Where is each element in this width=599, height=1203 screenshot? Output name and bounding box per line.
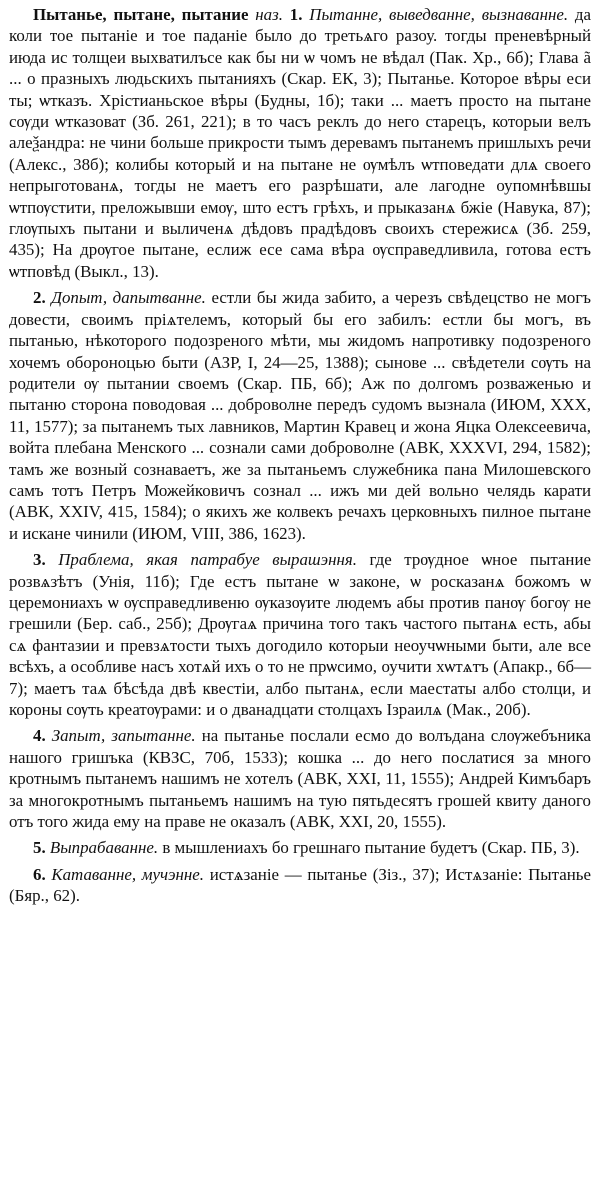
sense-number: 3. <box>33 550 46 570</box>
sense-paragraph-6 <box>9 864 591 907</box>
sense-paragraph-2 <box>9 287 591 544</box>
sense-text: естли бы жида забито, а черезъ свѣдецство не могъ довести, своимъ пріѧтелемъ, который бы его забилъ: естли бы могъ, въ пытанью, нѣкоторого подозреного мѣти, мы жидомъ напротивку подозреного хочемъ обороноцью быти (АЗР, I, 24—25, 1388); сынове ... свѣдетели сѹть на родители ѹ пытании своемъ (Скар. ПБ, 6б); Аж по долгомъ розваженью и пытаню сторона поводовая ... доброволне передъ судомъ вызнала (ИЮМ, XXX, 11, 1577); за пытанемъ тых лавников, Мартин Кравец и жона Яцка Олексеевича, войта плебана Менского ... сознали сами доброволне (АВК, XXXVI, 294, 1582); тамъ же возный сознаваетъ, же за пытаньемъ служебника пана Милошевского самъ тотъ Петръ Можейковичъ сознал ... ижъ ми дей вольно челядь карати (АВК, XXIV, 415, 1584); о якихъ же колвекъ речахъ церковныхъ пилное пытане и искане чинили (ИЮМ, VIII, 386, 1623). <box>9 288 591 543</box>
sense-text: да коли тое пытаніе и тое паданіе было до третьѧго разоу. тогды преневѣрный июда ис толщеи выхватилъсе как бы ни ѡ чомъ не вѣдал (Пак. Хр., 6б); Глава ã ... о празныхъ людьскихъ пытанияхъ (Скар. ЕК, 3); Пытанье. Которое вѣры еси ты; ѡтказъ. Хрістианьское вѣры (Будны, 1б); таки ... маетъ просто на пытане сѹди ѡтказоват (Зб. 261, 221); в то часъ реклъ до него старецъ, которыи велъ алеѯандра: не чини больше прикрости тымъ деревамъ пытанемъ пришлыхъ речи (Алекс., 38б); колибы который и на пытане не ѹмѣлъ ѡтповедати длѧ своего непрыготованѧ, тогды не маетъ его разрѣшати, але лагодне оупомнѣвшы ѡтпѹстити, преложывши емѹ, што естъ грѣхъ, и прыказанѧ бжіе (Навука, 87); глѹпыхъ пытани и выличенѧ дѣдовъ прадѣдовъ своихъ стережисѧ (Зб. 259, 435); На дрѹгое пытане, еслиж есе сама вѣра ѹсправедливила, готова естъ ѡтповѣд (Выкл., 13). <box>9 5 591 281</box>
sense-number: 2. <box>33 288 46 308</box>
sense-gloss: Катаванне, мучэнне. <box>51 864 205 884</box>
sense-text: на пытанье послали есмо до волъдана слѹжебъника нашого гришъка (КВЗС, 70б, 1533); кошка ... до него послатися за много кротнымъ пытанемъ нашимъ не хотелъ (АВК, XXI, 11, 1555); Андрей Кимъбаръ за многокротнымъ пытаньемъ нашимъ на тую пятьдесятъ грошей квиту даного отъ того жида ему на праве не оказалъ (АВК, XXI, 20, 1555). <box>9 726 591 832</box>
sense-paragraph-1 <box>9 4 591 282</box>
sense-text: истѧзаніе — пытанье (Зіз., 37); Истѧзаніе: Пытанье (Бяр., 62). <box>9 864 591 906</box>
sense-gloss: Выпрабаванне. <box>49 838 159 858</box>
sense-text: где трѹдное ѡное пытание розвѧзѣтъ (Унія, 11б); Где естъ пытане ѡ законе, ѡ росказанѧ божомъ ѡ церемониахъ ѡ ѹсправедливеню ѹказѹите людемъ абы против панѹ богѹ не грешили (Бер. саб., 25б); Дрѹгаѧ причина того такъ частого пытанѧ есть, абы сѧ фантазии и превзѧтости тыхъ догодило которыи неоучѡными быти, але все всѣхъ, а особливе насъ хотѧй ихъ о то не прѡсимо, оучити хѡтѧтъ (Апакр., 6б—7); маетъ таѧ бѣсѣда двѣ квестіи, албо пытанѧ, если маестаты албо столци, и короны сѹть креатѹрами: и о дванадцати столцахъ Ізраилѧ (Мак., 20б). <box>9 550 591 719</box>
sense-number: 1. <box>289 5 303 24</box>
sense-text: в мышлениахъ бо грешнаго пытание будетъ (Скар. ПБ, 3). <box>162 838 580 858</box>
sense-number: 4. <box>33 726 46 746</box>
sense-gloss: Допыт, дапытванне. <box>51 288 206 308</box>
sense-gloss: Праблема, якая патрабуе вырашэння. <box>58 550 357 570</box>
sense-number: 5. <box>33 838 46 858</box>
sense-number: 6. <box>33 864 46 884</box>
sense-paragraph-4 <box>9 725 591 832</box>
headword: Пытанье, пытане, пытание <box>33 5 249 24</box>
part-of-speech: наз. <box>255 5 283 24</box>
sense-paragraph-3 <box>9 549 591 720</box>
sense-paragraph-5 <box>9 837 591 858</box>
sense-gloss: Пытанне, выведванне, вызнаванне. <box>309 5 569 24</box>
sense-gloss: Запыт, запытанне. <box>51 726 196 746</box>
